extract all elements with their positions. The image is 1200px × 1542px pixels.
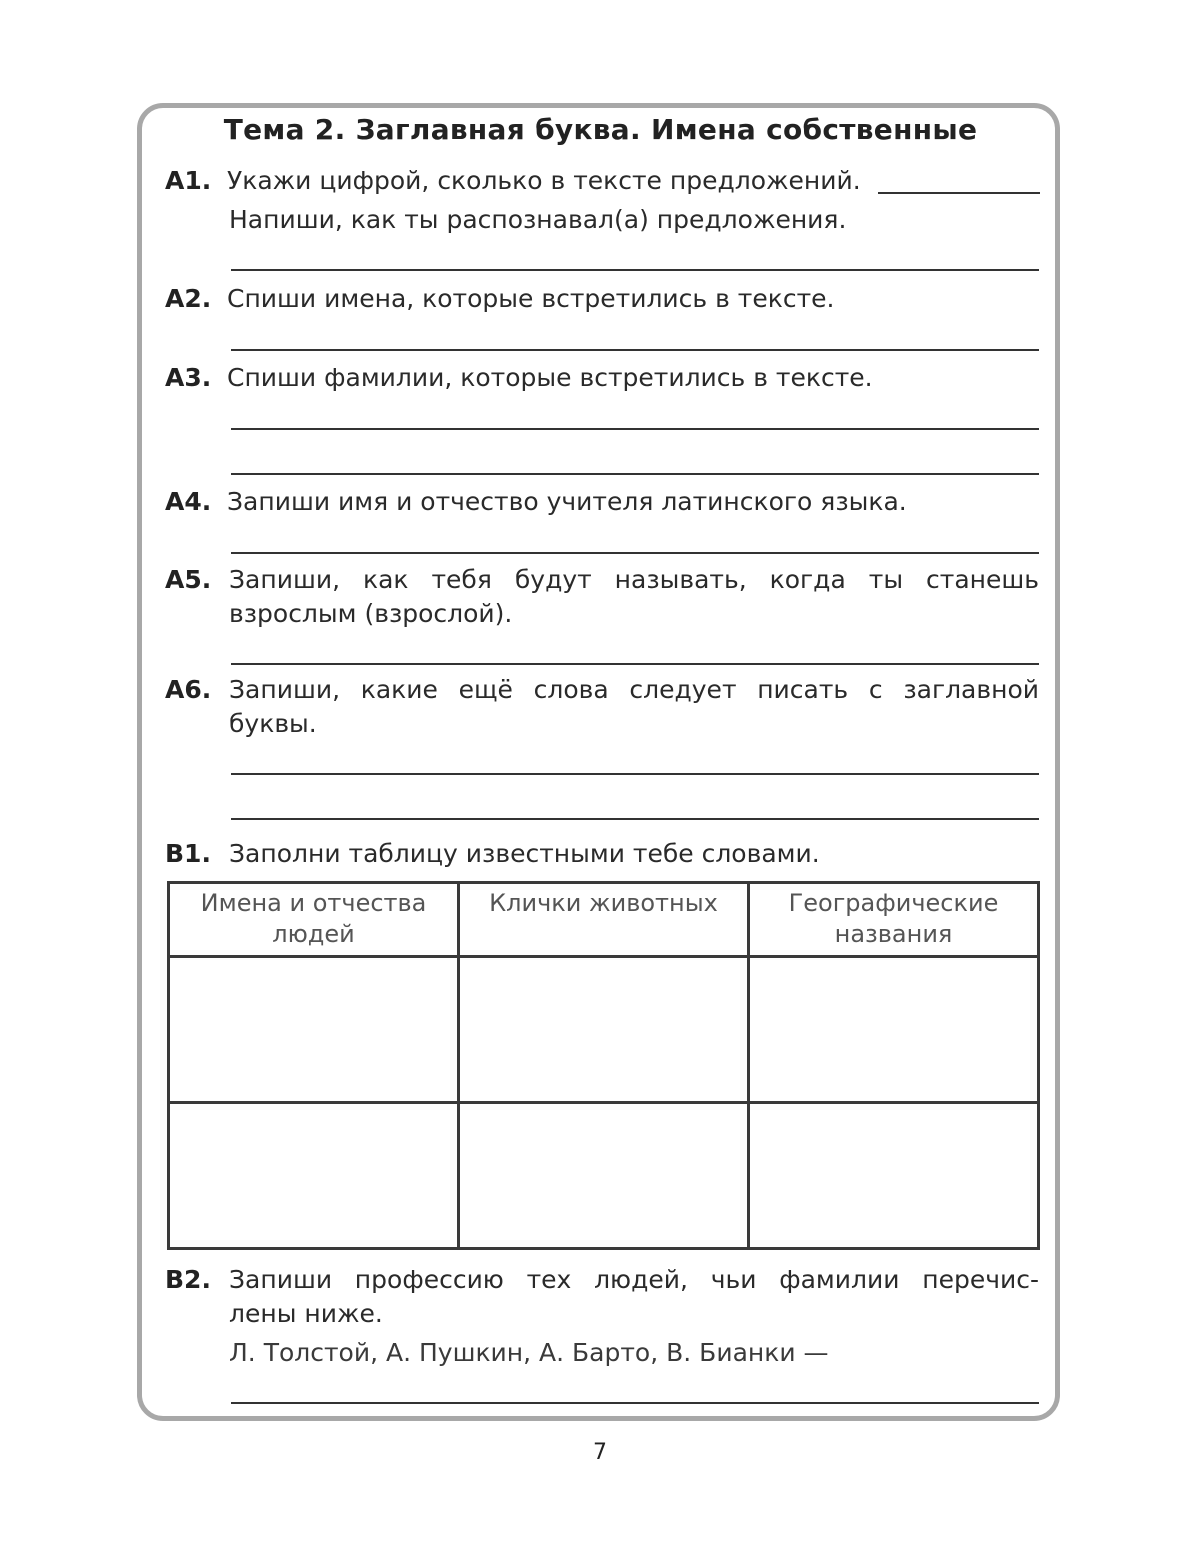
table-cell[interactable]: [459, 1102, 749, 1248]
task-b2-text: Запиши профессию тех людей, чьи фамилии перечис-: [229, 1265, 1039, 1294]
table-cell[interactable]: [169, 956, 459, 1102]
table-header-names-line2: людей: [272, 920, 355, 948]
answer-line-b2[interactable]: [231, 1402, 1039, 1404]
table-header-geo-names-line2: названия: [834, 920, 953, 948]
table-cell[interactable]: [459, 956, 749, 1102]
answer-line-a3-1[interactable]: [231, 428, 1039, 430]
task-a2-text: Спиши имена, которые встретились в тексте.: [227, 284, 835, 313]
task-a6-text-2: буквы.: [229, 709, 317, 738]
task-a3-label: А3.: [165, 363, 212, 392]
task-b2-label: В2.: [165, 1265, 211, 1294]
task-a6-text: Запиши, какие ещё слова следует писать с заглавной: [229, 675, 1039, 704]
task-a1-text-2: Напиши, как ты распознавал(а) предложения.: [229, 205, 847, 234]
task-a6-label: А6.: [165, 675, 212, 704]
table-cell[interactable]: [749, 956, 1039, 1102]
task-a1-text: Укажи цифрой, сколько в тексте предложений.: [227, 166, 861, 195]
table-header-geo-names-line1: Географические: [788, 889, 999, 917]
task-a3-text: Спиши фамилии, которые встретились в тексте.: [227, 363, 873, 392]
table-header-names-line1: Имена и отчества: [200, 889, 427, 917]
answer-line-a3-2[interactable]: [231, 473, 1039, 475]
answer-line-a4[interactable]: [231, 552, 1039, 554]
answer-line-a2[interactable]: [231, 349, 1039, 351]
task-b2-text-2: лены ниже.: [229, 1299, 383, 1328]
answer-line-a5[interactable]: [231, 663, 1039, 665]
task-a1-label: А1.: [165, 166, 212, 195]
answer-line-a6-1[interactable]: [231, 773, 1039, 775]
table-header-pet-names: [459, 883, 749, 957]
table-row: [169, 1102, 1039, 1248]
answer-line-a1[interactable]: [231, 269, 1039, 271]
answer-line-a6-2[interactable]: [231, 818, 1039, 820]
fill-in-table: [167, 881, 1040, 1250]
task-b1-text: Заполни таблицу известными тебе словами.: [229, 839, 820, 868]
task-a5-label: А5.: [165, 565, 212, 594]
table-header-geo-names: [749, 883, 1039, 957]
page-number: 7: [593, 1440, 607, 1465]
task-b1-label: В1.: [165, 839, 211, 868]
table-header-row: [169, 883, 1039, 957]
task-a5-text-2: взрослым (взрослой).: [229, 599, 513, 628]
page-title: Тема 2. Заглавная буква. Имена собственные: [223, 113, 978, 146]
table-row: [169, 956, 1039, 1102]
table-header-pet-names-line1: Клички животных: [489, 889, 718, 917]
task-a4-label: А4.: [165, 487, 212, 516]
answer-line-a1-count[interactable]: [878, 192, 1040, 194]
task-b2-names: Л. Толстой, А. Пушкин, А. Барто, В. Бианки —: [229, 1338, 829, 1367]
table-cell[interactable]: [749, 1102, 1039, 1248]
task-a2-label: А2.: [165, 284, 212, 313]
task-a5-text: Запиши, как тебя будут называть, когда ты станешь: [229, 565, 1039, 594]
task-a4-text: Запиши имя и отчество учителя латинского языка.: [227, 487, 907, 516]
table-cell[interactable]: [169, 1102, 459, 1248]
table-header-names: [169, 883, 459, 957]
